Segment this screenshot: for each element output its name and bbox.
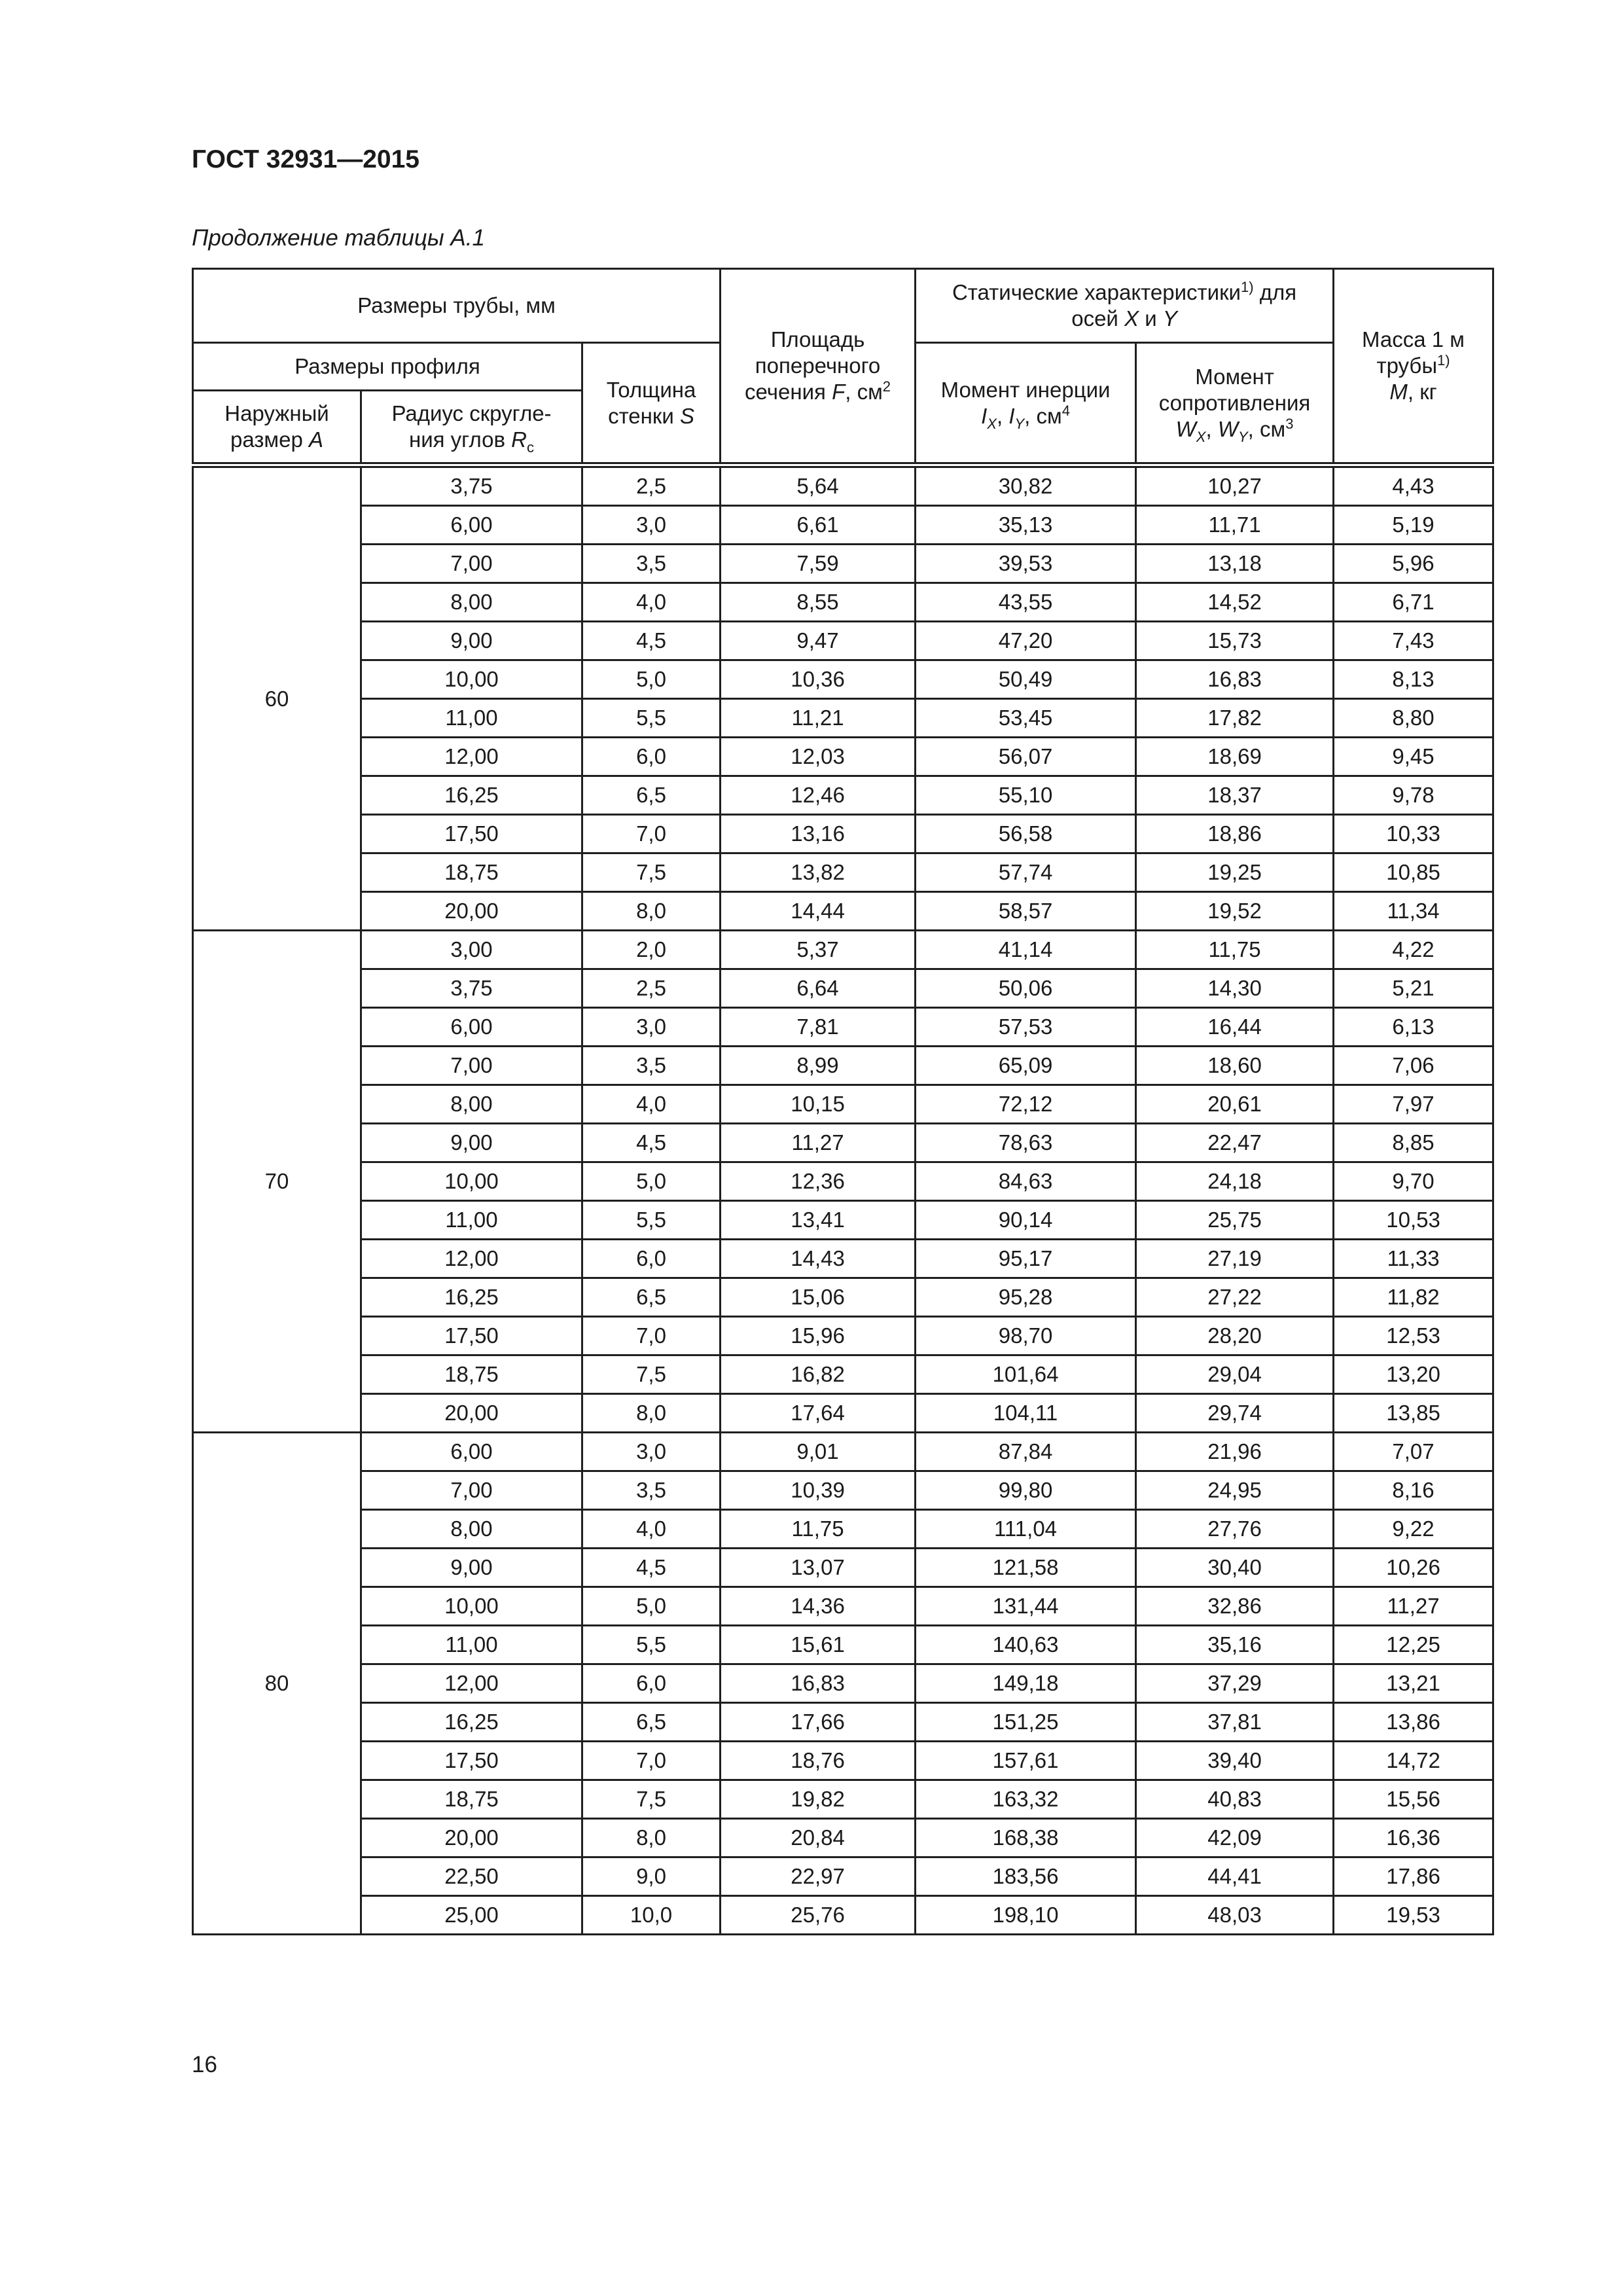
table-cell: 11,27: [721, 1124, 916, 1162]
table-cell: 12,25: [1334, 1626, 1493, 1664]
table-row: [193, 699, 1493, 738]
table-cell: 17,50: [361, 1317, 582, 1355]
table-cell: 131,44: [916, 1587, 1136, 1626]
document-code: ГОСТ 32931—2015: [192, 145, 419, 173]
table-cell: 10,39: [721, 1471, 916, 1510]
table-row: [193, 1857, 1493, 1896]
pipe-properties-table: [192, 268, 1494, 1935]
table-row: [193, 1703, 1493, 1742]
table-row: [193, 1278, 1493, 1317]
outer-size-cell: 60: [193, 465, 361, 931]
table-cell: 5,96: [1334, 545, 1493, 583]
table-cell: 4,0: [582, 1510, 721, 1549]
table-cell: 4,0: [582, 583, 721, 622]
table-cell: 25,76: [721, 1896, 916, 1935]
table-cell: 56,58: [916, 815, 1136, 853]
table-cell: 6,5: [582, 776, 721, 815]
table-cell: 18,75: [361, 1780, 582, 1819]
table-cell: 27,22: [1136, 1278, 1334, 1317]
table-cell: 21,96: [1136, 1433, 1334, 1471]
table-cell: 151,25: [916, 1703, 1136, 1742]
table-cell: 7,43: [1334, 622, 1493, 660]
table-cell: 7,00: [361, 1047, 582, 1085]
table-row: [193, 738, 1493, 776]
table-cell: 10,00: [361, 1587, 582, 1626]
table-cell: 11,34: [1334, 892, 1493, 931]
table-cell: 10,0: [582, 1896, 721, 1935]
table-cell: 16,25: [361, 1703, 582, 1742]
table-cell: 6,0: [582, 1240, 721, 1278]
table-cell: 6,64: [721, 969, 916, 1008]
table-cell: 32,86: [1136, 1587, 1334, 1626]
table-cell: 9,78: [1334, 776, 1493, 815]
table-cell: 10,85: [1334, 853, 1493, 892]
table-cell: 7,00: [361, 545, 582, 583]
table-cell: 6,0: [582, 738, 721, 776]
header-moment-of-inertia: Момент инерции $I_X$, $I_Y$, $см^4$: [916, 343, 1136, 465]
table-cell: 47,20: [916, 622, 1136, 660]
table-cell: 7,0: [582, 1317, 721, 1355]
table-cell: 3,0: [582, 1008, 721, 1047]
table-row: [193, 1317, 1493, 1355]
table-cell: 9,70: [1334, 1162, 1493, 1201]
table-cell: 10,53: [1334, 1201, 1493, 1240]
table-cell: 157,61: [916, 1742, 1136, 1780]
table-cell: 7,81: [721, 1008, 916, 1047]
table-cell: 11,75: [1136, 931, 1334, 969]
table-cell: 13,07: [721, 1549, 916, 1587]
table-cell: 8,55: [721, 583, 916, 622]
table-cell: 5,21: [1334, 969, 1493, 1008]
table-row: [193, 1664, 1493, 1703]
table-cell: 14,36: [721, 1587, 916, 1626]
table-cell: 12,03: [721, 738, 916, 776]
table-cell: 10,36: [721, 660, 916, 699]
table-cell: 99,80: [916, 1471, 1136, 1510]
table-cell: 5,64: [721, 465, 916, 506]
table-cell: 42,09: [1136, 1819, 1334, 1857]
table-cell: 40,83: [1136, 1780, 1334, 1819]
table-cell: 8,00: [361, 583, 582, 622]
table-cell: 14,44: [721, 892, 916, 931]
table-row: [193, 660, 1493, 699]
table-cell: 8,00: [361, 1510, 582, 1549]
table-cell: 9,45: [1334, 738, 1493, 776]
table-cell: 58,57: [916, 892, 1136, 931]
table-cell: 17,50: [361, 1742, 582, 1780]
table-cell: 8,85: [1334, 1124, 1493, 1162]
table-cell: 48,03: [1136, 1896, 1334, 1935]
table-row: [193, 465, 1493, 506]
table-cell: 53,45: [916, 699, 1136, 738]
table-cell: 30,40: [1136, 1549, 1334, 1587]
table-cell: 4,22: [1334, 931, 1493, 969]
table-row: [193, 506, 1493, 545]
table-cell: 16,36: [1334, 1819, 1493, 1857]
table-cell: 30,82: [916, 465, 1136, 506]
table-cell: 7,0: [582, 815, 721, 853]
table-cell: 163,32: [916, 1780, 1136, 1819]
table-row: [193, 583, 1493, 622]
table-row: [193, 1008, 1493, 1047]
table-row: [193, 1549, 1493, 1587]
table-cell: 4,5: [582, 622, 721, 660]
table-cell: 14,52: [1136, 583, 1334, 622]
table-cell: 8,0: [582, 1394, 721, 1433]
table-row: [193, 815, 1493, 853]
table-cell: 16,82: [721, 1355, 916, 1394]
table-cell: 3,5: [582, 545, 721, 583]
header-wall-thickness: Толщина стенки S: [582, 343, 721, 465]
table-row: [193, 1471, 1493, 1510]
table-cell: 3,0: [582, 506, 721, 545]
table-row: [193, 1780, 1493, 1819]
table-cell: 17,82: [1136, 699, 1334, 738]
table-cell: 37,81: [1136, 1703, 1334, 1742]
table-cell: 8,0: [582, 1819, 721, 1857]
outer-size-cell: 70: [193, 931, 361, 1433]
table-cell: 18,75: [361, 1355, 582, 1394]
table-cell: 50,06: [916, 969, 1136, 1008]
table-cell: 11,82: [1334, 1278, 1493, 1317]
table-row: [193, 1626, 1493, 1664]
table-cell: 50,49: [916, 660, 1136, 699]
table-cell: 4,0: [582, 1085, 721, 1124]
table-cell: 13,16: [721, 815, 916, 853]
table-cell: 14,30: [1136, 969, 1334, 1008]
table-cell: 8,00: [361, 1085, 582, 1124]
table-cell: 18,60: [1136, 1047, 1334, 1085]
table-cell: 28,20: [1136, 1317, 1334, 1355]
table-cell: 90,14: [916, 1201, 1136, 1240]
table-cell: 7,97: [1334, 1085, 1493, 1124]
table-cell: 8,0: [582, 892, 721, 931]
table-cell: 22,47: [1136, 1124, 1334, 1162]
table-cell: 15,73: [1136, 622, 1334, 660]
table-cell: 10,00: [361, 660, 582, 699]
table-cell: 14,43: [721, 1240, 916, 1278]
header-static-characteristics: Статические характеристики$^{1)}$ для осей X и Y: [916, 269, 1334, 343]
table-cell: 6,00: [361, 1008, 582, 1047]
table-cell: 4,43: [1334, 465, 1493, 506]
table-row: [193, 1394, 1493, 1433]
table-row: [193, 776, 1493, 815]
table-cell: 95,28: [916, 1278, 1136, 1317]
table-cell: 6,61: [721, 506, 916, 545]
table-cell: 8,80: [1334, 699, 1493, 738]
table-cell: 7,07: [1334, 1433, 1493, 1471]
table-cell: 27,19: [1136, 1240, 1334, 1278]
table-cell: 3,75: [361, 969, 582, 1008]
table-cell: 6,5: [582, 1703, 721, 1742]
table-cell: 6,5: [582, 1278, 721, 1317]
table-cell: 20,84: [721, 1819, 916, 1857]
table-cell: 16,83: [1136, 660, 1334, 699]
table-cell: 9,01: [721, 1433, 916, 1471]
table-cell: 22,97: [721, 1857, 916, 1896]
table-cell: 44,41: [1136, 1857, 1334, 1896]
table-cell: 4,5: [582, 1549, 721, 1587]
table-cell: 12,00: [361, 1240, 582, 1278]
table-cell: 12,53: [1334, 1317, 1493, 1355]
table-cell: 15,61: [721, 1626, 916, 1664]
table-row: [193, 1819, 1493, 1857]
table-cell: 13,85: [1334, 1394, 1493, 1433]
table-cell: 5,0: [582, 1587, 721, 1626]
table-cell: 7,5: [582, 1780, 721, 1819]
table-cell: 3,00: [361, 931, 582, 969]
table-body: [193, 465, 1493, 1935]
table-cell: 12,36: [721, 1162, 916, 1201]
table-cell: 9,00: [361, 1124, 582, 1162]
table-cell: 11,00: [361, 699, 582, 738]
table-cell: 19,25: [1136, 853, 1334, 892]
table-cell: 13,41: [721, 1201, 916, 1240]
table-cell: 17,50: [361, 815, 582, 853]
table-cell: 198,10: [916, 1896, 1136, 1935]
table-cell: 17,66: [721, 1703, 916, 1742]
table-cell: 72,12: [916, 1085, 1136, 1124]
table-cell: 65,09: [916, 1047, 1136, 1085]
table-cell: 121,58: [916, 1549, 1136, 1587]
table-cell: 6,00: [361, 506, 582, 545]
table-cell: 20,00: [361, 892, 582, 931]
table-row: [193, 1162, 1493, 1201]
table-cell: 95,17: [916, 1240, 1136, 1278]
header-mass: Масса 1 м трубы$^{1)}$ M, кг: [1334, 269, 1493, 465]
table-cell: 27,76: [1136, 1510, 1334, 1549]
table-cell: 13,82: [721, 853, 916, 892]
table-cell: 19,82: [721, 1780, 916, 1819]
table-cell: 5,0: [582, 1162, 721, 1201]
table-cell: 20,00: [361, 1819, 582, 1857]
table-cell: 6,00: [361, 1433, 582, 1471]
table-cell: 20,00: [361, 1394, 582, 1433]
table-cell: 3,5: [582, 1047, 721, 1085]
table-cell: 25,00: [361, 1896, 582, 1935]
table-header: [193, 269, 1493, 465]
table-cell: 2,5: [582, 969, 721, 1008]
table-cell: 18,86: [1136, 815, 1334, 853]
table-cell: 13,18: [1136, 545, 1334, 583]
table-cell: 7,59: [721, 545, 916, 583]
table-cell: 11,21: [721, 699, 916, 738]
header-cross-section-area: Площадь поперечного сечения F, $см^2$: [721, 269, 916, 465]
table-cell: 84,63: [916, 1162, 1136, 1201]
table-cell: 16,44: [1136, 1008, 1334, 1047]
table-cell: 98,70: [916, 1317, 1136, 1355]
table-cell: 7,5: [582, 853, 721, 892]
table-cell: 2,0: [582, 931, 721, 969]
table-cell: 35,13: [916, 506, 1136, 545]
table-cell: 20,61: [1136, 1085, 1334, 1124]
table-cell: 4,5: [582, 1124, 721, 1162]
table-cell: 8,16: [1334, 1471, 1493, 1510]
table-cell: 55,10: [916, 776, 1136, 815]
table-cell: 104,11: [916, 1394, 1136, 1433]
table-cell: 17,64: [721, 1394, 916, 1433]
table-cell: 13,20: [1334, 1355, 1493, 1394]
table-cell: 24,18: [1136, 1162, 1334, 1201]
header-section-modulus: Момент сопротивления $W_X$, $W_Y$, $см^3$: [1136, 343, 1334, 465]
table-cell: 16,25: [361, 1278, 582, 1317]
table-cell: 149,18: [916, 1664, 1136, 1703]
table-cell: 18,69: [1136, 738, 1334, 776]
table-cell: 12,00: [361, 1664, 582, 1703]
table-cell: 10,27: [1136, 465, 1334, 506]
table-cell: 140,63: [916, 1626, 1136, 1664]
table-cell: 12,00: [361, 738, 582, 776]
table-cell: 7,06: [1334, 1047, 1493, 1085]
table-cell: 111,04: [916, 1510, 1136, 1549]
table-row: [193, 1047, 1493, 1085]
table-cell: 18,37: [1136, 776, 1334, 815]
table-cell: 183,56: [916, 1857, 1136, 1896]
table-cell: 18,75: [361, 853, 582, 892]
table-cell: 13,86: [1334, 1703, 1493, 1742]
table-cell: 19,53: [1334, 1896, 1493, 1935]
table-cell: 15,06: [721, 1278, 916, 1317]
table-cell: 5,37: [721, 931, 916, 969]
table-cell: 6,0: [582, 1664, 721, 1703]
table-cell: 10,26: [1334, 1549, 1493, 1587]
table-row: [193, 1510, 1493, 1549]
table-cell: 87,84: [916, 1433, 1136, 1471]
table-cell: 78,63: [916, 1124, 1136, 1162]
table-cell: 11,27: [1334, 1587, 1493, 1626]
header-pipe-sizes: Размеры трубы, мм: [193, 269, 721, 343]
table-cell: 14,72: [1334, 1742, 1493, 1780]
table-row: [193, 853, 1493, 892]
table-cell: 13,21: [1334, 1664, 1493, 1703]
table-cell: 5,5: [582, 699, 721, 738]
table-cell: 9,22: [1334, 1510, 1493, 1549]
table-cell: 3,5: [582, 1471, 721, 1510]
table-cell: 5,19: [1334, 506, 1493, 545]
table-cell: 57,53: [916, 1008, 1136, 1047]
table-cell: 2,5: [582, 465, 721, 506]
table-row: [193, 892, 1493, 931]
page-number: 16: [192, 2052, 217, 2077]
table-cell: 168,38: [916, 1819, 1136, 1857]
table-cell: 8,13: [1334, 660, 1493, 699]
table-caption: Продолжение таблицы А.1: [192, 225, 485, 251]
table-cell: 9,00: [361, 1549, 582, 1587]
table-cell: 5,5: [582, 1201, 721, 1240]
table-cell: 11,71: [1136, 506, 1334, 545]
table-row: [193, 1355, 1493, 1394]
table-cell: 8,99: [721, 1047, 916, 1085]
table-row: [193, 1433, 1493, 1471]
table-cell: 35,16: [1136, 1626, 1334, 1664]
table-cell: 7,0: [582, 1742, 721, 1780]
table-cell: 17,86: [1334, 1857, 1493, 1896]
table-row: [193, 969, 1493, 1008]
table-cell: 15,96: [721, 1317, 916, 1355]
table-cell: 6,13: [1334, 1008, 1493, 1047]
table-row: [193, 1124, 1493, 1162]
table-cell: 11,75: [721, 1510, 916, 1549]
table-cell: 56,07: [916, 738, 1136, 776]
table-cell: 10,15: [721, 1085, 916, 1124]
table-cell: 10,33: [1334, 815, 1493, 853]
table-cell: 29,74: [1136, 1394, 1334, 1433]
table-cell: 11,33: [1334, 1240, 1493, 1278]
table-row: [193, 1587, 1493, 1626]
header-outer-size: Наружный размер A: [193, 391, 361, 465]
table-cell: 5,0: [582, 660, 721, 699]
table-cell: 12,46: [721, 776, 916, 815]
table-cell: 6,71: [1334, 583, 1493, 622]
table-row: [193, 622, 1493, 660]
table-cell: 22,50: [361, 1857, 582, 1896]
table-row: [193, 1896, 1493, 1935]
table-cell: 29,04: [1136, 1355, 1334, 1394]
table-row: [193, 545, 1493, 583]
table-row: [193, 1085, 1493, 1124]
table-cell: 24,95: [1136, 1471, 1334, 1510]
table-cell: 10,00: [361, 1162, 582, 1201]
table-cell: 16,83: [721, 1664, 916, 1703]
table-cell: 101,64: [916, 1355, 1136, 1394]
table-row: [193, 1240, 1493, 1278]
table-cell: 43,55: [916, 583, 1136, 622]
table-cell: 11,00: [361, 1201, 582, 1240]
table-cell: 9,47: [721, 622, 916, 660]
table-cell: 7,00: [361, 1471, 582, 1510]
table-row: [193, 931, 1493, 969]
table-row: [193, 1201, 1493, 1240]
table-cell: 19,52: [1136, 892, 1334, 931]
table-cell: 39,53: [916, 545, 1136, 583]
table-cell: 25,75: [1136, 1201, 1334, 1240]
header-corner-radius: Радиус скругле- ния углов $R_c$: [361, 391, 582, 465]
table-cell: 57,74: [916, 853, 1136, 892]
table-cell: 9,0: [582, 1857, 721, 1896]
table-cell: 39,40: [1136, 1742, 1334, 1780]
table-cell: 3,75: [361, 465, 582, 506]
table-cell: 5,5: [582, 1626, 721, 1664]
table-cell: 18,76: [721, 1742, 916, 1780]
table-cell: 3,0: [582, 1433, 721, 1471]
table-cell: 15,56: [1334, 1780, 1493, 1819]
header-profile-sizes: Размеры профиля: [193, 343, 582, 391]
table-cell: 9,00: [361, 622, 582, 660]
table-cell: 7,5: [582, 1355, 721, 1394]
table-cell: 11,00: [361, 1626, 582, 1664]
table-cell: 16,25: [361, 776, 582, 815]
table-cell: 41,14: [916, 931, 1136, 969]
table-cell: 37,29: [1136, 1664, 1334, 1703]
table-row: [193, 1742, 1493, 1780]
outer-size-cell: 80: [193, 1433, 361, 1935]
